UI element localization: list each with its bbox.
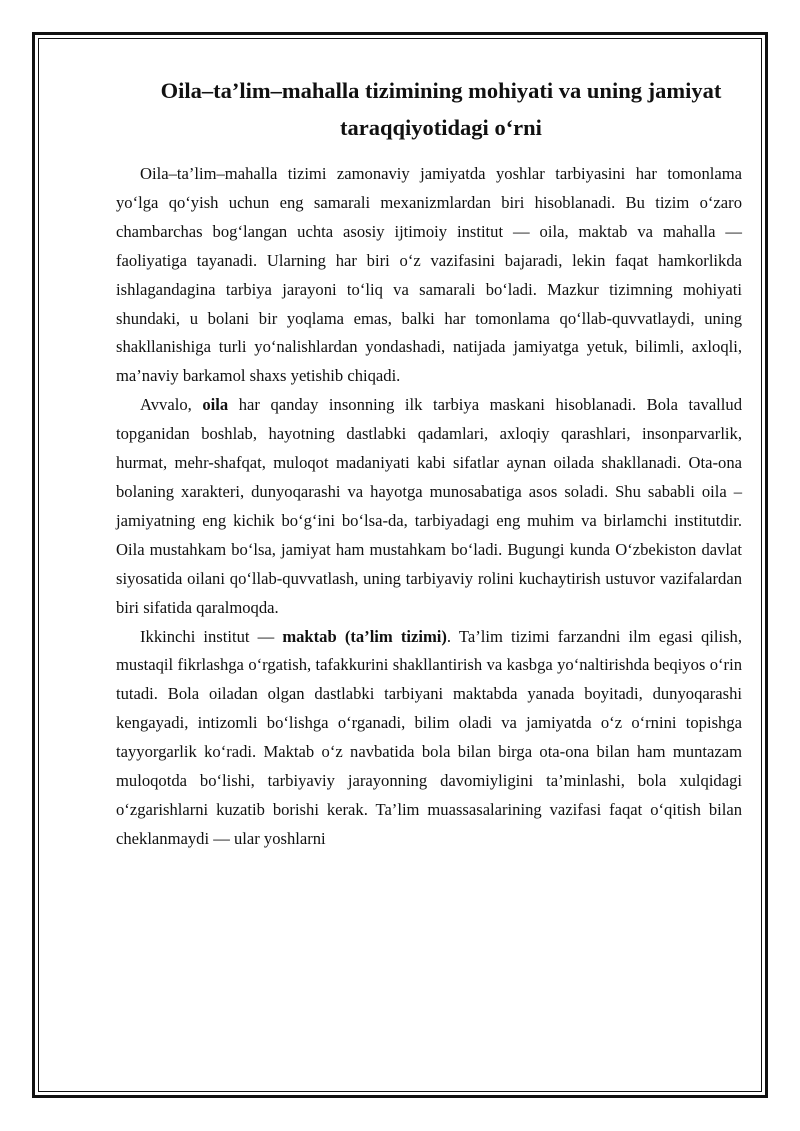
paragraph-intro: Oila–ta’lim–mahalla tizimi zamonaviy jamiyatda yoshlar tarbiyasini har tomonlama yo‘lga qo‘yish uchun eng samarali mexanizmlardan biri hisoblanadi. Bu tizim o‘zaro chambarchas bog‘langan uchta asosiy ijtimoiy institut — oila, maktab va mahalla — faoliyatiga tayanadi. Ularning har biri o‘z vazifasini bajaradi, lekin faqat hamkorlikda ishlagandagina tarbiya jarayoni to‘liq va samarali bo‘ladi. Mazkur tizimning mohiyati shundaki, u bolani bir yoqlama emas, balki har tomonlama qo‘llab-quvvatlaydi, uning shakllanishiga turli yo‘nalishlardan yondashadi, natijada jamiyatga yetuk, bilimli, axloqli, ma’naviy barkamol shaxs yetishib chiqadi. — [116, 164, 742, 386]
paragraph-school-lead: Ikkinchi institut — — [140, 626, 283, 646]
paragraph-family-body: har qanday insonning ilk tarbiya maskani hisoblanadi. Bola tavallud topganidan boshlab, hayotning dastlabki qadamlari, axloqiy qarashlari, insonparvarlik, hurmat, mehr-shafqat, muloqot madaniyati kabi sifatlar aynan oilada shakllanadi. Ota-ona bolaning xarakteri, dunyoqarashi va hayotga munosabatiga asos soladi. Shu sababli oila – jamiyatning eng kichik bo‘g‘ini bo‘lsa-da, tarbiyadagi eng muhim va birlamchi institutdir. Oila mustahkam bo‘lsa, jamiyat ham mustahkam bo‘ladi. Bugungi kunda O‘zbekiston davlat siyosatida oilani qo‘llab-quvvatlash, uning tarbiyaviy rolini kuchaytirish ustuvor vazifalardan biri sifatida qaralmoqda. — [116, 395, 743, 617]
paragraph-school — [116, 623, 742, 854]
paragraph-family — [116, 391, 742, 622]
paragraph-school-keyword: maktab (ta’lim tizimi) — [282, 626, 447, 646]
document-body — [116, 72, 742, 854]
paragraph-school-body: . Ta’lim tizimi farzandni ilm egasi qilish, mustaqil fikrlashga o‘rgatish, tafakkurini shakllantirish va kasbga yo‘naltirishda beqiyos o‘rin tutadi. Bola oiladan olgan dastlabki tarbiyani maktabda yanada boyitadi, dunyoqarashi kengayadi, intizomli bo‘lishga o‘rganadi, bilim oladi va jamiyatda o‘z o‘rnini topishga tayyorgarlik ko‘radi. Maktab o‘z navbatida bola bilan birga ota-ona bilan ham muntazam muloqotda bo‘lishi, tarbiyaviy jarayonning davomiyligini ta’minlashi, bola xulqidagi o‘zgarishlarni kuzatib borishi kerak. Ta’lim muassasalarining vazifasi faqat o‘qitish bilan cheklanmaydi — ular yoshlarni — [116, 626, 742, 848]
document-title: Oila–ta’lim–mahalla tizimining mohiyati va uning jamiyat taraqqiyotidagi o‘rni — [160, 78, 722, 140]
paragraph-family-keyword: oila — [202, 395, 229, 415]
paragraph-family-lead: Avvalo, — [140, 395, 203, 415]
